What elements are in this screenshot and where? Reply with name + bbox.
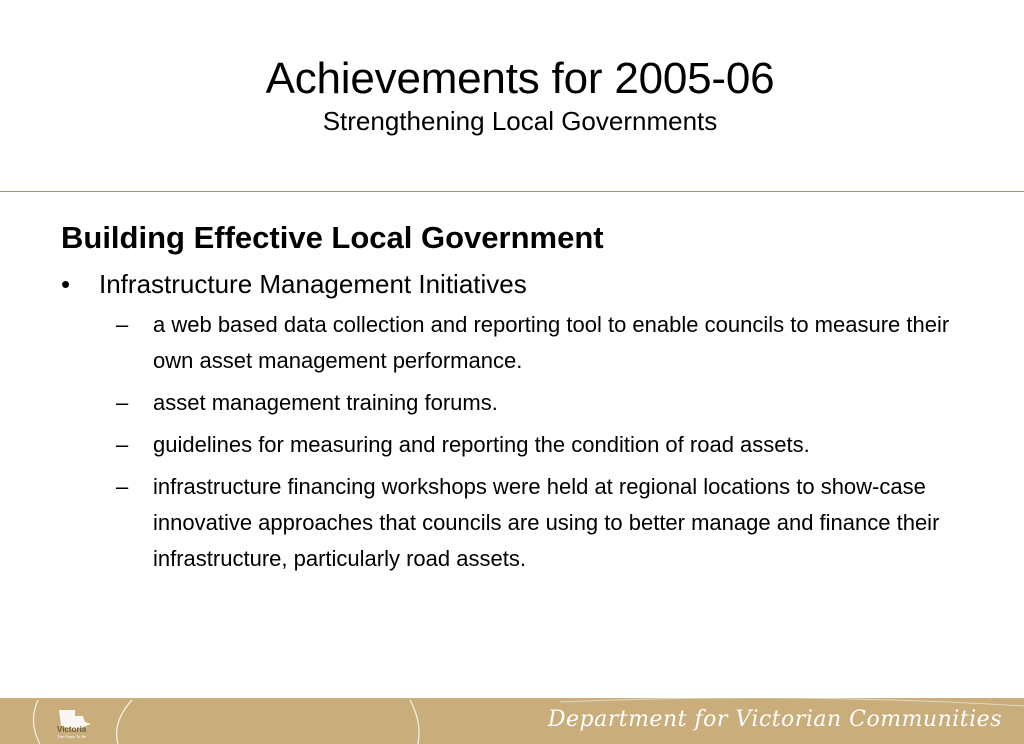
slide-content xyxy=(61,218,981,583)
dash-mark: – xyxy=(116,474,129,499)
sub-bullet-item xyxy=(116,469,981,577)
bullet-mark: • xyxy=(61,269,71,299)
section-heading: Building Effective Local Government xyxy=(61,220,604,255)
title-divider xyxy=(0,191,1024,192)
sub-bullet-text: guidelines for measuring and reporting the condition of road assets. xyxy=(153,432,810,457)
bullet-item xyxy=(61,269,981,299)
sub-bullet-text: asset management training forums. xyxy=(153,390,498,415)
victoria-logo xyxy=(55,706,95,740)
sub-bullet-text: infrastructure financing workshops were held at regional locations to show-case innovative approaches that councils are using to better manage and finance their infrastructure, particularly road assets. xyxy=(153,474,940,571)
logo-tagline: The Place To Be xyxy=(57,734,87,739)
dash-mark: – xyxy=(116,390,129,415)
dash-mark: – xyxy=(116,312,129,337)
sub-bullet-list xyxy=(61,307,981,577)
slide-title: Achievements for 2005-06 xyxy=(265,54,775,103)
bullet-text: Infrastructure Management Initiatives xyxy=(99,269,527,299)
logo-wordmark: Victoria xyxy=(57,725,87,734)
sub-bullet-item xyxy=(116,385,981,421)
sub-bullet-item xyxy=(116,427,981,463)
sub-bullet-text: a web based data collection and reporting tool to enable councils to measure their own asset management performance. xyxy=(153,312,950,373)
victoria-logo-icon xyxy=(55,706,95,740)
slide-subtitle: Strengthening Local Governments xyxy=(322,106,718,136)
department-name: Department for Victorian Communities xyxy=(547,707,1002,732)
sub-bullet-item xyxy=(116,307,981,379)
title-block xyxy=(0,52,1024,136)
dash-mark: – xyxy=(116,432,129,457)
